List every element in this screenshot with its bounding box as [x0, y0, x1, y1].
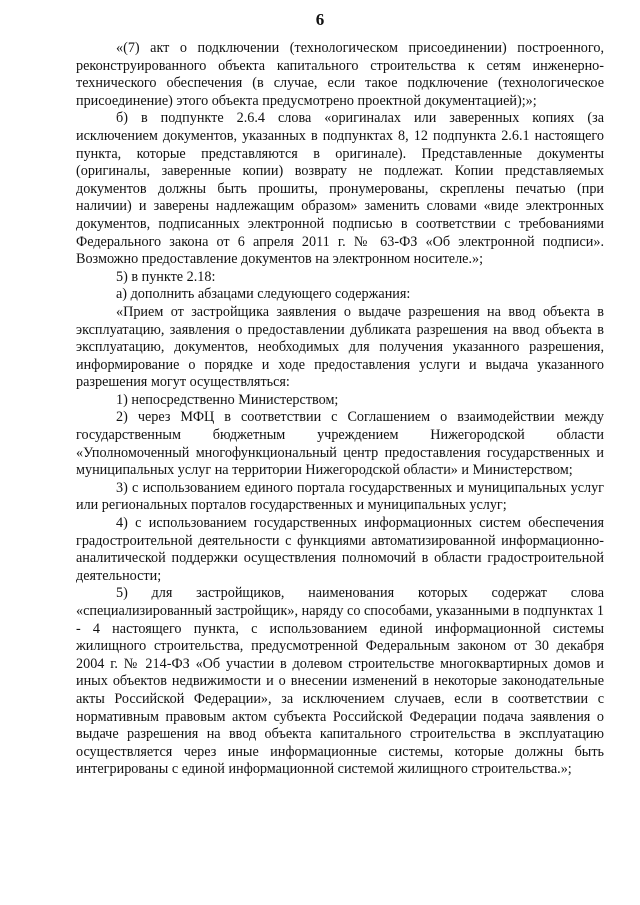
paragraph-subclause-b: б) в подпункте 2.6.4 слова «оригиналах или заверенных копиях (за исключением документов, указанных в подпунктах 8, 12 подпункта 2.6.1 настоящего пункта, которые представляются в оригинале). Представленные документы (оригиналы, заверенные копии) возврату не подлежат. Копии представляемых документов должны быть прошиты, пронумерованы, скреплены печатью (при наличии) и заверены надлежащим образом» заменить словами «виде электронных документов, подписанных электронной подписью в соответствии с требованиями Федерального закона от 6 апреля 2011 г. № 63-ФЗ «Об электронной подписи». Возможно предоставление документов на электронном носителе.»; [76, 110, 604, 268]
paragraph-connection-act: «(7) акт о подключении (технологическом присоединении) построенного, реконструированного объекта капитального строительства к сетям инженерно-технического обеспечения (в случае, если такое подключение (технологическое присоединение) этого объекта предусмотрено проектной документацией);»; [76, 40, 604, 109]
paragraph-reception: «Прием от застройщика заявления о выдаче разрешения на ввод объекта в эксплуатацию, заявления о предоставлении дубликата разрешения на ввод объекта в эксплуатацию, документов, необходимых для получения указанного разрешения, информирование о порядке и ходе предоставления услуги и выдача указанного разрешения могут осуществляться: [76, 303, 604, 391]
list-item-2: 2) через МФЦ в соответствии с Соглашением о взаимодействии между государственным бюджетным учреждением Нижегородской области «Уполномоченный многофункциональный центр предоставления государственных и муниципальных услуг на территории Нижегородской области» и Министерством; [76, 409, 604, 479]
paragraph-subclause-a: а) дополнить абзацами следующего содержания: [116, 286, 411, 303]
list-item-4: 4) с использованием государственных информационных систем обеспечения градостроительной деятельности с функциями автоматизированной информационно-аналитической поддержки осуществления полномочий в области градостроительной деятельности; [76, 515, 604, 584]
document-body [76, 40, 604, 779]
list-item-3: 3) с использованием единого портала государственных и муниципальных услуг или региональных порталов государственных и муниципальных услуг; [76, 479, 604, 514]
list-item-5: 5) для застройщиков, наименования которых содержат слова «специализированный застройщик», наряду со способами, указанными в подпунктах 1 - 4 настоящего пункта, с использованием единой информационной системы жилищного строительства, предусмотренной Федеральным законом от 30 декабря 2004 г. № 214-ФЗ «Об участии в долевом строительстве многоквартирных домов и иных объектов недвижимости и о внесении изменений в некоторые законодательные акты Российской Федерации», за исключением случаев, если в соответствии с нормативным правовым актом субъекта Российской Федерации подача заявления о выдаче разрешения на ввод объекта капитального строительства в эксплуатацию осуществляется через иные информационные системы, которые должны быть интегрированы с единой информационной системой жилищного строительства.»; [76, 585, 604, 778]
list-item-1: 1) непосредственно Министерством; [116, 391, 339, 408]
page-number: 6 [315, 10, 325, 29]
paragraph-item-5: 5) в пункте 2.18: [116, 268, 216, 285]
